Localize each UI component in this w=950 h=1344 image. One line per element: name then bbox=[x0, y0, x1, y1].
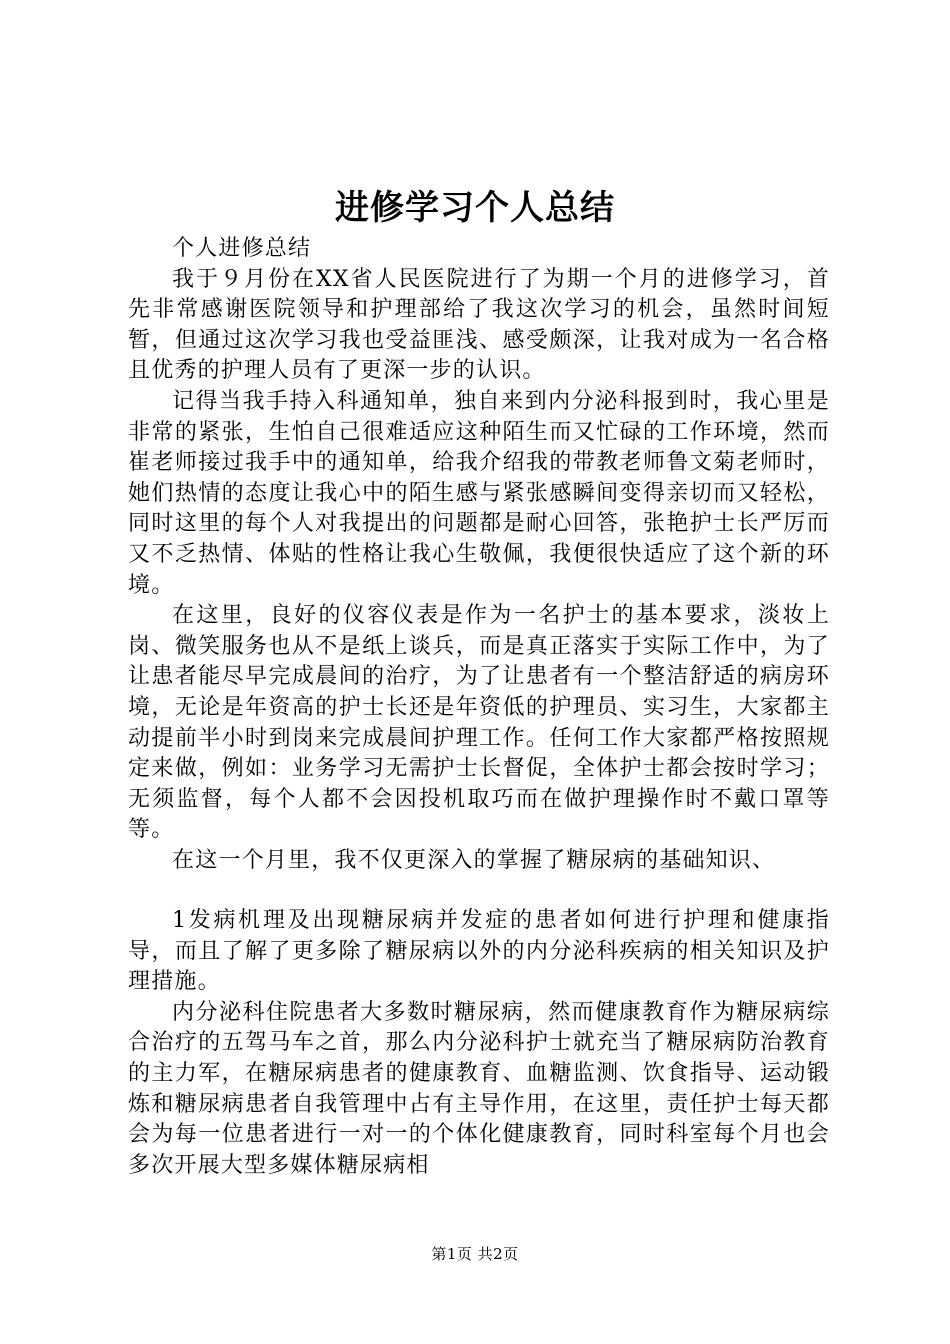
document-title: 进修学习个人总结 bbox=[335, 188, 615, 228]
page-number-footer: 第1页 共2页 bbox=[431, 1245, 519, 1263]
paragraph: 我于９月份在XX省人民医院进行了为期一个月的进修学习，首先非常感谢医院领导和护理部给了我这次学习的机会，虽然时间短暂，但通过这次学习我也受益匪浅、感受颇深，让我对成为一名合格且优秀的护理人员有了更深一步的认识。 bbox=[128, 266, 830, 384]
paragraph: 1发病机理及出现糖尿病并发症的患者如何进行护理和健康指导，而且了解了更多除了糖尿病以外的内分泌科疾病的相关知识及护理措施。 bbox=[128, 908, 830, 995]
paragraph: 在这一个月里，我不仅更深入的掌握了糖尿病的基础知识、 bbox=[172, 847, 776, 873]
document-subtitle: 个人进修总结 bbox=[172, 236, 312, 261]
paragraph: 在这里，良好的仪容仪表是作为一名护士的基本要求，淡妆上岗、微笑服务也从不是纸上谈兵，而是真正落实于实际工作中，为了让患者能尽早完成晨间的治疗，为了让患者有一个整洁舒适的病房环境，无论是年资高的护士长还是年资低的护理员、实习生，大家都主动提前半小时到岗来完成晨间护理工作。任何工作大家都严格按照规定来做，例如：业务学习无需护士长督促，全体护士都会按时学习；无须监督，每个人都不会因投机取巧而在做护理操作时不戴口罩等等。 bbox=[128, 603, 830, 843]
paragraph: 内分泌科住院患者大多数时糖尿病，然而健康教育作为糖尿病综合治疗的五驾马车之首，那么内分泌科护士就充当了糖尿病防治教育的主力军，在糖尿病患者的健康教育、血糖监测、饮食指导、运动锻炼和糖尿病患者自我管理中占有主导作用，在这里，责任护士每天都会为每一位患者进行一对一的个体化健康教育，同时科室每个月也会多次开展大型多媒体糖尿病相 bbox=[128, 999, 830, 1178]
paragraph: 记得当我手持入科通知单，独自来到内分泌科报到时，我心里是非常的紧张，生怕自己很难适应这种陌生而又忙碌的工作环境，然而崔老师接过我手中的通知单，给我介绍我的带教老师鲁文菊老师时，她们热情的态度让我心中的陌生感与紧张感瞬间变得亲切而又轻松，同时这里的每个人对我提出的问题都是耐心回答，张艳护士长严厉而又不乏热情、体贴的性格让我心生敬佩，我便很快适应了这个新的环境。 bbox=[128, 388, 830, 598]
document-body-continued bbox=[128, 906, 830, 1181]
document-body bbox=[128, 234, 830, 876]
